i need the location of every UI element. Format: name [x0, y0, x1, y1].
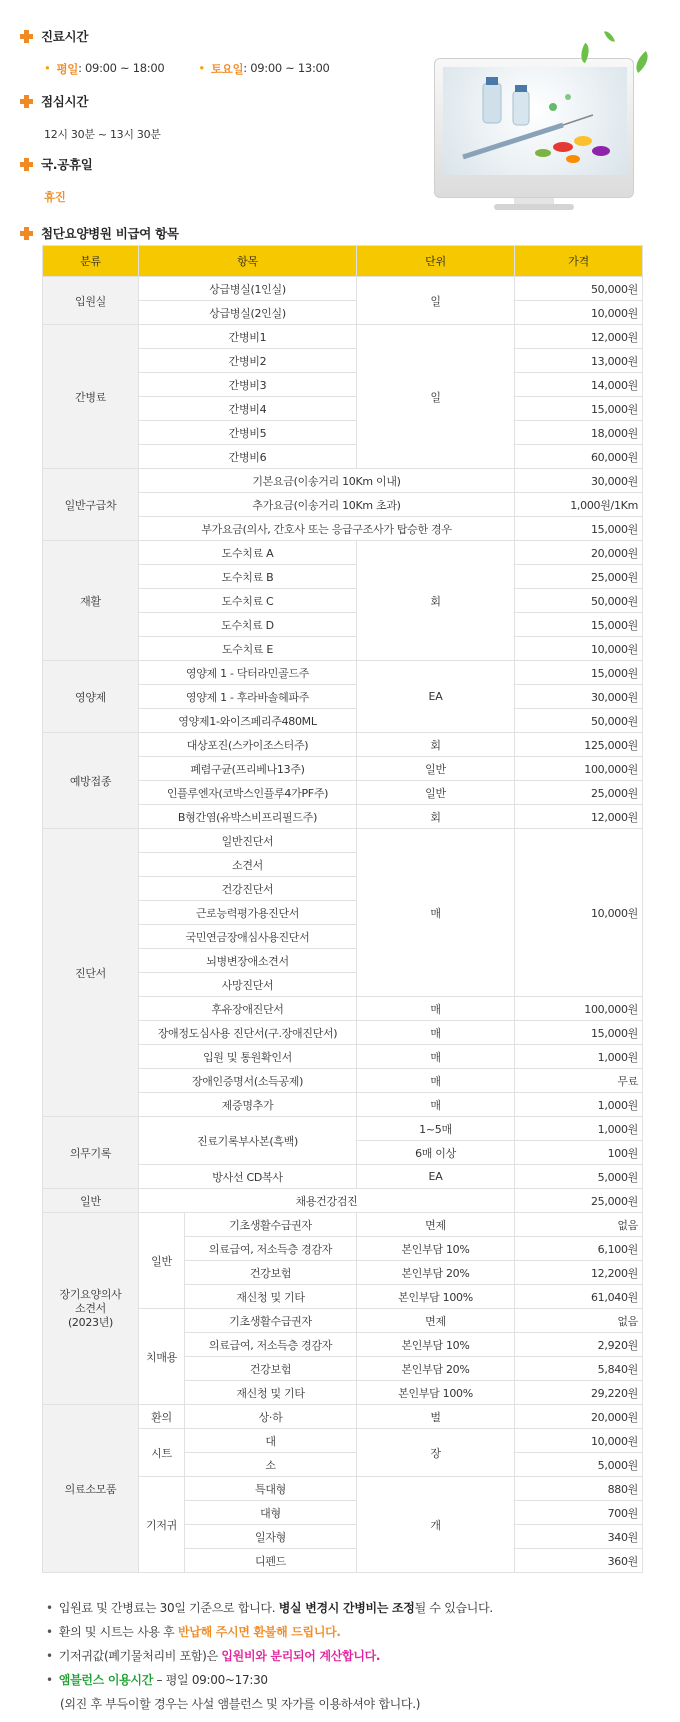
table-row [43, 1405, 643, 1429]
category-cell: 진단서 [43, 829, 139, 1117]
unit-cell: 매 [357, 1093, 515, 1117]
price-cell: 1,000원 [515, 1117, 643, 1141]
item-cell: 재신청 및 기타 [185, 1285, 357, 1309]
monitor-base [494, 204, 574, 210]
unit-cell: EA [357, 661, 515, 733]
holiday-title: 국.공휴일 [41, 157, 93, 172]
unit-cell: 매 [357, 1021, 515, 1045]
table-row [43, 277, 643, 301]
item-cell: 도수치료 A [139, 541, 357, 565]
price-cell: 880원 [515, 1477, 643, 1501]
plus-icon [20, 158, 33, 171]
bullet-icon: • [46, 1625, 53, 1639]
price-cell: 10,000원 [515, 301, 643, 325]
unit-cell: 장 [357, 1429, 515, 1477]
fees-title: 첨단요양병원 비급여 항목 [41, 226, 179, 241]
lunch-title: 점심시간 [41, 94, 89, 109]
item-cell: 기본요금(이송거리 10Km 이내) [139, 469, 515, 493]
price-cell: 10,000원 [515, 1429, 643, 1453]
price-cell: 15,000원 [515, 613, 643, 637]
note-emphasis: 병실 변경시 간병비는 조정 [278, 1601, 415, 1615]
note-text: – 평일 09:00~17:30 [153, 1673, 268, 1687]
table-row [43, 1189, 643, 1213]
category-cell: 영양제 [43, 661, 139, 733]
item-cell: 건강보험 [185, 1261, 357, 1285]
price-cell: 25,000원 [515, 1189, 643, 1213]
item-cell: 추가요금(이송거리 10Km 초과) [139, 493, 515, 517]
medicine-image [443, 67, 627, 175]
note-text: 기저귀값(폐기물처리비 포함)은 [58, 1649, 222, 1663]
plus-icon [20, 30, 33, 43]
price-cell: 1,000원/1Km [515, 493, 643, 517]
item-cell: 디펜드 [185, 1549, 357, 1573]
unit-cell: 회 [357, 733, 515, 757]
unit-cell: 6매 이상 [357, 1141, 515, 1165]
price-cell: 1,000원 [515, 1045, 643, 1069]
saturday-hours: : 09:00 ~ 13:00 [243, 61, 330, 75]
unit-cell: 개 [357, 1477, 515, 1573]
price-cell: 25,000원 [515, 565, 643, 589]
price-cell: 없음 [515, 1309, 643, 1333]
unit-cell: 본인부담 10% [357, 1333, 515, 1357]
header-unit: 단위 [357, 246, 515, 277]
table-row [43, 1213, 643, 1237]
note-emphasis: 반납해 주시면 환불해 드립니다. [177, 1625, 341, 1639]
table-row [43, 541, 643, 565]
item-cell: 의료급여, 저소득층 경감자 [185, 1333, 357, 1357]
lunch-heading [20, 92, 88, 110]
price-cell: 125,000원 [515, 733, 643, 757]
item-cell: 소 [185, 1453, 357, 1477]
unit-cell: 벌 [357, 1405, 515, 1429]
unit-cell: 매 [357, 997, 515, 1021]
header-category: 분류 [43, 246, 139, 277]
item-cell: 부가요금(의사, 간호사 또는 응급구조사가 탑승한 경우 [139, 517, 515, 541]
category-cell: 일반구급차 [43, 469, 139, 541]
monitor-illustration [434, 58, 634, 208]
item-cell: 일자형 [185, 1525, 357, 1549]
plus-icon [20, 95, 33, 108]
item-cell: 도수치료 D [139, 613, 357, 637]
price-cell: 25,000원 [515, 781, 643, 805]
unit-cell: 일 [357, 277, 515, 325]
item-cell: 간병비1 [139, 325, 357, 349]
saturday-label: 토요일 [210, 62, 244, 76]
price-cell: 360원 [515, 1549, 643, 1573]
unit-cell: 일반 [357, 781, 515, 805]
table-row [43, 661, 643, 685]
item-cell: 근로능력평가용진단서 [139, 901, 357, 925]
note-subtext: (외진 후 부득이할 경우는 사설 앰블런스 및 자가를 이용하셔야 합니다.) [60, 1697, 421, 1711]
item-cell: 폐렴구균(프리베나13주) [139, 757, 357, 781]
item-cell: 대 [185, 1429, 357, 1453]
unit-cell: 본인부담 20% [357, 1357, 515, 1381]
price-cell: 14,000원 [515, 373, 643, 397]
note-emphasis: 입원비와 분리되어 계산합니다. [221, 1649, 381, 1663]
category-cell: 간병료 [43, 325, 139, 469]
price-cell: 없음 [515, 1213, 643, 1237]
item-cell: 기초생활수급권자 [185, 1309, 357, 1333]
price-cell: 340원 [515, 1525, 643, 1549]
price-cell: 5,840원 [515, 1357, 643, 1381]
price-cell: 100,000원 [515, 757, 643, 781]
category-cell: 의료소모품 [43, 1405, 139, 1573]
item-cell: 영양제 1 - 후라바솔헤파주 [139, 685, 357, 709]
price-cell: 20,000원 [515, 541, 643, 565]
medicine-graphic [443, 67, 627, 175]
weekday-label: 평일 [56, 62, 79, 76]
note-item [46, 1596, 493, 1620]
note-emphasis: 앰블런스 이용시간 [58, 1673, 153, 1687]
item-cell: 간병비2 [139, 349, 357, 373]
clinic-hours [44, 61, 330, 77]
weekday-hours: : 09:00 ~ 18:00 [78, 61, 165, 75]
category-cell: 예방접종 [43, 733, 139, 829]
price-cell: 12,200원 [515, 1261, 643, 1285]
bullet-icon: • [46, 1649, 53, 1663]
note-text: 환의 및 시트는 사용 후 [58, 1625, 178, 1639]
item-cell: 장애정도심사용 진단서(구.장애진단서) [139, 1021, 357, 1045]
item-cell: 방사선 CD복사 [139, 1165, 357, 1189]
leaf-icon [604, 29, 615, 44]
price-cell: 12,000원 [515, 805, 643, 829]
price-cell: 100,000원 [515, 997, 643, 1021]
subcategory-cell: 치매용 [139, 1309, 185, 1405]
price-cell: 100원 [515, 1141, 643, 1165]
price-cell: 1,000원 [515, 1093, 643, 1117]
price-cell: 15,000원 [515, 1021, 643, 1045]
fee-table [42, 245, 643, 1573]
price-cell: 61,040원 [515, 1285, 643, 1309]
category-cell: 의무기록 [43, 1117, 139, 1189]
table-row [43, 829, 643, 853]
unit-cell: 본인부담 100% [357, 1285, 515, 1309]
category-cell: 장기요양의사 소견서 (2023년) [43, 1213, 139, 1405]
item-cell: 의료급여, 저소득층 경감자 [185, 1237, 357, 1261]
clinic-hours-heading [20, 27, 88, 45]
item-cell: 뇌병변장애소견서 [139, 949, 357, 973]
unit-cell: 회 [357, 541, 515, 661]
subcategory-cell: 기저귀 [139, 1477, 185, 1573]
price-cell: 6,100원 [515, 1237, 643, 1261]
price-cell: 15,000원 [515, 661, 643, 685]
item-cell: 간병비4 [139, 397, 357, 421]
item-cell: 도수치료 E [139, 637, 357, 661]
price-cell: 15,000원 [515, 397, 643, 421]
fees-heading [20, 224, 179, 242]
item-cell: 영양제 1 - 닥터라민골드주 [139, 661, 357, 685]
table-row [43, 733, 643, 757]
subcategory-cell: 일반 [139, 1213, 185, 1309]
price-cell: 10,000원 [515, 829, 643, 997]
notes [46, 1596, 493, 1716]
unit-cell: 회 [357, 805, 515, 829]
subcategory-cell: 시트 [139, 1429, 185, 1477]
note-item [46, 1644, 493, 1668]
item-cell: 도수치료 C [139, 589, 357, 613]
price-cell: 18,000원 [515, 421, 643, 445]
price-cell: 13,000원 [515, 349, 643, 373]
bullet-icon: • [46, 1601, 53, 1615]
item-cell: 상급병실(2인실) [139, 301, 357, 325]
unit-cell: 매 [357, 1045, 515, 1069]
price-cell: 5,000원 [515, 1453, 643, 1477]
item-cell: 입원 및 통원확인서 [139, 1045, 357, 1069]
category-cell: 입원실 [43, 277, 139, 325]
unit-cell: 일반 [357, 757, 515, 781]
table-row [43, 325, 643, 349]
item-cell: 간병비3 [139, 373, 357, 397]
unit-cell: 1~5매 [357, 1117, 515, 1141]
clinic-hours-title: 진료시간 [41, 29, 89, 44]
item-cell: 건강진단서 [139, 877, 357, 901]
item-cell: 채용건강검진 [139, 1189, 515, 1213]
item-cell: 상·하 [185, 1405, 357, 1429]
price-cell: 700원 [515, 1501, 643, 1525]
price-cell: 10,000원 [515, 637, 643, 661]
price-cell: 30,000원 [515, 685, 643, 709]
item-cell: 상급병실(1인실) [139, 277, 357, 301]
note-text: 입원료 및 간병료는 30일 기준으로 합니다. [58, 1601, 279, 1615]
item-cell: 인플루엔자(코박스인플루4가PF주) [139, 781, 357, 805]
note-text: 될 수 있습니다. [414, 1601, 493, 1615]
unit-cell: 매 [357, 829, 515, 997]
item-cell: 국민연금장애심사용진단서 [139, 925, 357, 949]
price-cell: 50,000원 [515, 589, 643, 613]
note-item [46, 1668, 493, 1692]
price-cell: 50,000원 [515, 277, 643, 301]
item-cell: 소견서 [139, 853, 357, 877]
price-cell: 무료 [515, 1069, 643, 1093]
unit-cell: EA [357, 1165, 515, 1189]
item-cell: 대형 [185, 1501, 357, 1525]
monitor-screen [434, 58, 634, 198]
plus-icon [20, 227, 33, 240]
item-cell: 기초생활수급권자 [185, 1213, 357, 1237]
table-header-row [43, 246, 643, 277]
item-cell: 사망진단서 [139, 973, 357, 997]
item-cell: 제증명추가 [139, 1093, 357, 1117]
holiday-heading [20, 155, 93, 173]
unit-cell: 본인부담 10% [357, 1237, 515, 1261]
table-row [43, 1117, 643, 1141]
header-price: 가격 [515, 246, 643, 277]
item-cell: 재신청 및 기타 [185, 1381, 357, 1405]
note-item [46, 1620, 493, 1644]
price-cell: 12,000원 [515, 325, 643, 349]
item-cell: 장애인증명서(소득공제) [139, 1069, 357, 1093]
bullet-dot-icon: • [198, 61, 205, 75]
table-row [43, 469, 643, 493]
item-cell: 특대형 [185, 1477, 357, 1501]
subcategory-cell: 환의 [139, 1405, 185, 1429]
price-cell: 20,000원 [515, 1405, 643, 1429]
item-cell: 영양제1-와이즈페리주480ML [139, 709, 357, 733]
category-cell: 일반 [43, 1189, 139, 1213]
item-cell: 간병비6 [139, 445, 357, 469]
price-cell: 50,000원 [515, 709, 643, 733]
unit-cell: 면제 [357, 1213, 515, 1237]
price-cell: 5,000원 [515, 1165, 643, 1189]
bullet-icon: • [46, 1673, 53, 1687]
price-cell: 30,000원 [515, 469, 643, 493]
item-cell: 진료기록부사본(흑백) [139, 1117, 357, 1165]
item-cell: 도수치료 B [139, 565, 357, 589]
price-cell: 2,920원 [515, 1333, 643, 1357]
bullet-dot-icon: • [44, 61, 51, 75]
unit-cell: 일 [357, 325, 515, 469]
item-cell: 후유장애진단서 [139, 997, 357, 1021]
item-cell: 대상포진(스카이조스터주) [139, 733, 357, 757]
price-cell: 15,000원 [515, 517, 643, 541]
holiday-status: 휴진 [44, 190, 66, 204]
unit-cell: 면제 [357, 1309, 515, 1333]
category-cell: 재활 [43, 541, 139, 661]
price-cell: 60,000원 [515, 445, 643, 469]
unit-cell: 본인부담 100% [357, 1381, 515, 1405]
item-cell: B형간염(유박스비프리필드주) [139, 805, 357, 829]
item-cell: 건강보험 [185, 1357, 357, 1381]
unit-cell: 본인부담 20% [357, 1261, 515, 1285]
item-cell: 일반진단서 [139, 829, 357, 853]
item-cell: 간병비5 [139, 421, 357, 445]
unit-cell: 매 [357, 1069, 515, 1093]
price-cell: 29,220원 [515, 1381, 643, 1405]
header-item: 항목 [139, 246, 357, 277]
lunch-hours: 12시 30분 ~ 13시 30분 [44, 128, 161, 141]
